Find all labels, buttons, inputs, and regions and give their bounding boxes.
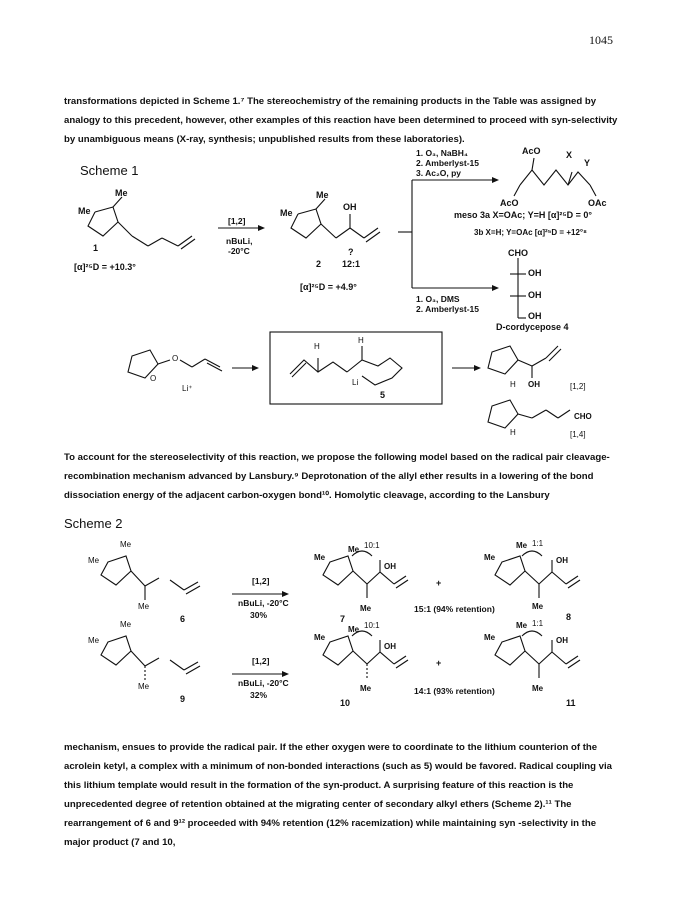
compound-6-structure: [101, 556, 200, 600]
cmpd7-label: 7: [340, 614, 346, 624]
prod12-label: [1,2]: [570, 382, 586, 391]
cmpd10-me-top: Me: [348, 625, 360, 634]
ts-h-1: H: [314, 342, 320, 351]
scheme2-title: Scheme 2: [64, 516, 123, 531]
cmpd7-ratio: 10:1: [364, 541, 380, 550]
cmpd4-cho: CHO: [508, 248, 528, 258]
cmpd2-rotation: [α]²⁵D = +4.9°: [300, 282, 357, 292]
arrow1-bottom-1: nBuLi,: [226, 236, 253, 246]
cmpd11-ratio: 1:1: [532, 619, 544, 628]
prod12-h: H: [510, 380, 516, 389]
ts-li: Li: [352, 378, 359, 387]
prod14-label: [1,4]: [570, 430, 586, 439]
cmpd4-oh-3: OH: [528, 311, 542, 321]
cmpd2-me-top: Me: [316, 190, 329, 200]
arrow1-bottom-2: -20°C: [228, 246, 250, 256]
ts-label: 5: [380, 390, 386, 400]
anion-li: Li⁺: [182, 384, 193, 393]
cmpd4-oh-1: OH: [528, 268, 542, 278]
cmpd11-me-bottom: Me: [532, 684, 544, 693]
cmpd8-oh: OH: [556, 556, 568, 565]
cmpd10-me-left: Me: [314, 633, 326, 642]
cmpd3-y: Y: [584, 158, 591, 168]
upper-conditions-1: 1. O₃, NaBH₄: [416, 148, 468, 158]
cmpd2-label: 2: [316, 259, 322, 269]
cmpd3-aco-left: AcO: [500, 198, 519, 208]
cmpd3a-rotation: meso 3a X=OAc; Y=H [α]²⁵D = 0°: [454, 210, 592, 220]
scheme1-title: Scheme 1: [80, 163, 139, 178]
upper-conditions-3: 3. Ac₂O, py: [416, 168, 462, 178]
upper-conditions-2: 2. Amberlyst-15: [416, 158, 479, 168]
cmpd1-me-left: Me: [78, 206, 91, 216]
cmpd3b-rotation: 3b X=H; Y=OAc [α]²⁵D = +12°⁸: [474, 228, 587, 237]
anion-ether-o: O: [172, 354, 179, 363]
cmpd7-me-top: Me: [348, 545, 360, 554]
cmpd6-label: 6: [180, 614, 186, 624]
ts-h-2: H: [358, 336, 364, 345]
mid-text: To account for the stereoselectivity of this reaction, we propose the following model based on the radical pair cleavage-recombination mechanism advanced by Lansbury.⁹ Deprotonation of the allyl ether results in a lowering of the bond dissociation energy of the adjacent carbon-oxygen bond¹⁰. Homolytic cleavage, according to the Lansbury: [64, 452, 610, 501]
cmpd2-me-left: Me: [280, 208, 293, 218]
compound-7-structure: [323, 551, 408, 598]
cmpd2-oh: OH: [343, 202, 357, 212]
row2-arrow-top: [1,2]: [252, 656, 270, 666]
row1-yield: 30%: [250, 610, 268, 620]
cmpd4-oh-2: OH: [528, 290, 542, 300]
cmpd9-me-bottom: Me: [138, 682, 150, 691]
cmpd8-label: 8: [566, 612, 572, 622]
cmpd11-me-top: Me: [516, 621, 528, 630]
cmpd11-me-left: Me: [484, 633, 496, 642]
cmpd11-oh: OH: [556, 636, 568, 645]
cmpd10-oh: OH: [384, 642, 396, 651]
row1-conditions: nBuLi, -20°C: [238, 598, 289, 608]
end-text: mechanism, ensues to provide the radical pair. If the ether oxygen were to coordinate to the lithium counterion of the acrolein ketyl, a complex with a minimum of non-bonded interactions (such as 5) would be favored. Radical coupling via this lithium template would result in the formation of the syn-product. A surprising feature of this reaction is the unprecedented degree of retention obtained at the migrating center of secondary alkyl ethers (Scheme 2).¹¹ The rearrangement of 6 and 9¹² proceeded with 94% retention (12% racemization) while maintaining syn -selectivity in the major product (7 and 10,: [64, 742, 613, 848]
arrow1-top-label: [1,2]: [228, 216, 246, 226]
cmpd3-aco-top: AcO: [522, 146, 541, 156]
row2-conditions: nBuLi, -20°C: [238, 678, 289, 688]
cmpd1-label: 1: [93, 243, 99, 253]
intro-text: transformations depicted in Scheme 1.⁷ The stereochemistry of the remaining products in the Table was assigned by analogy to this precedent, however, other examples of this reaction have been determined to proceed with syn-selectivity by unambiguous means (X-ray, synthesis; unpublished results from these laboratories).: [64, 96, 618, 145]
cmpd8-me-bottom: Me: [532, 602, 544, 611]
cmpd7-me-bottom: Me: [360, 604, 372, 613]
cmpd6-me-left: Me: [88, 556, 100, 565]
prod14-cho: CHO: [574, 412, 592, 421]
cmpd6-me-top: Me: [120, 540, 132, 549]
cmpd10-ratio: 10:1: [364, 621, 380, 630]
row2-yield: 32%: [250, 690, 268, 700]
cmpd8-me-left: Me: [484, 553, 496, 562]
row1-plus: +: [436, 578, 442, 588]
cmpd8-me-top: Me: [516, 541, 528, 550]
end-paragraph: [64, 738, 624, 852]
prod12-oh: OH: [528, 380, 540, 389]
cmpd3-x: X: [566, 150, 573, 160]
row1-selectivity: 15:1 (94% retention): [414, 604, 495, 614]
lower-conditions-1: 1. O₃, DMS: [416, 294, 460, 304]
cmpd6-me-bottom: Me: [138, 602, 150, 611]
cmpd9-me-top: Me: [120, 620, 132, 629]
row2-selectivity: 14:1 (93% retention): [414, 686, 495, 696]
prod14-h: H: [510, 428, 516, 437]
anion-o: O: [150, 374, 157, 383]
cmpd10-label: 10: [340, 698, 351, 708]
cmpd2-question: ?: [348, 247, 354, 257]
row2-plus: +: [436, 658, 442, 668]
cmpd10-me-bottom: Me: [360, 684, 372, 693]
cmpd2-ratio: 12:1: [342, 259, 361, 269]
cmpd11-label: 11: [566, 698, 576, 708]
cmpd1-rotation: [α]²⁵D = +10.3°: [74, 262, 136, 272]
cmpd3-oac-right: OAc: [588, 198, 607, 208]
cordycepose-label: D-cordycepose 4: [496, 322, 569, 332]
cmpd8-ratio: 1:1: [532, 539, 544, 548]
lower-conditions-2: 2. Amberlyst-15: [416, 304, 479, 314]
cmpd7-me-left: Me: [314, 553, 326, 562]
compound-10-structure: [323, 631, 408, 678]
compound-9-structure: [101, 636, 200, 680]
cmpd7-oh: OH: [384, 562, 396, 571]
cmpd1-me-top: Me: [115, 188, 128, 198]
row1-arrow-top: [1,2]: [252, 576, 270, 586]
cmpd9-label: 9: [180, 694, 186, 704]
page-number: 1045: [589, 33, 613, 47]
cmpd9-me-left: Me: [88, 636, 100, 645]
